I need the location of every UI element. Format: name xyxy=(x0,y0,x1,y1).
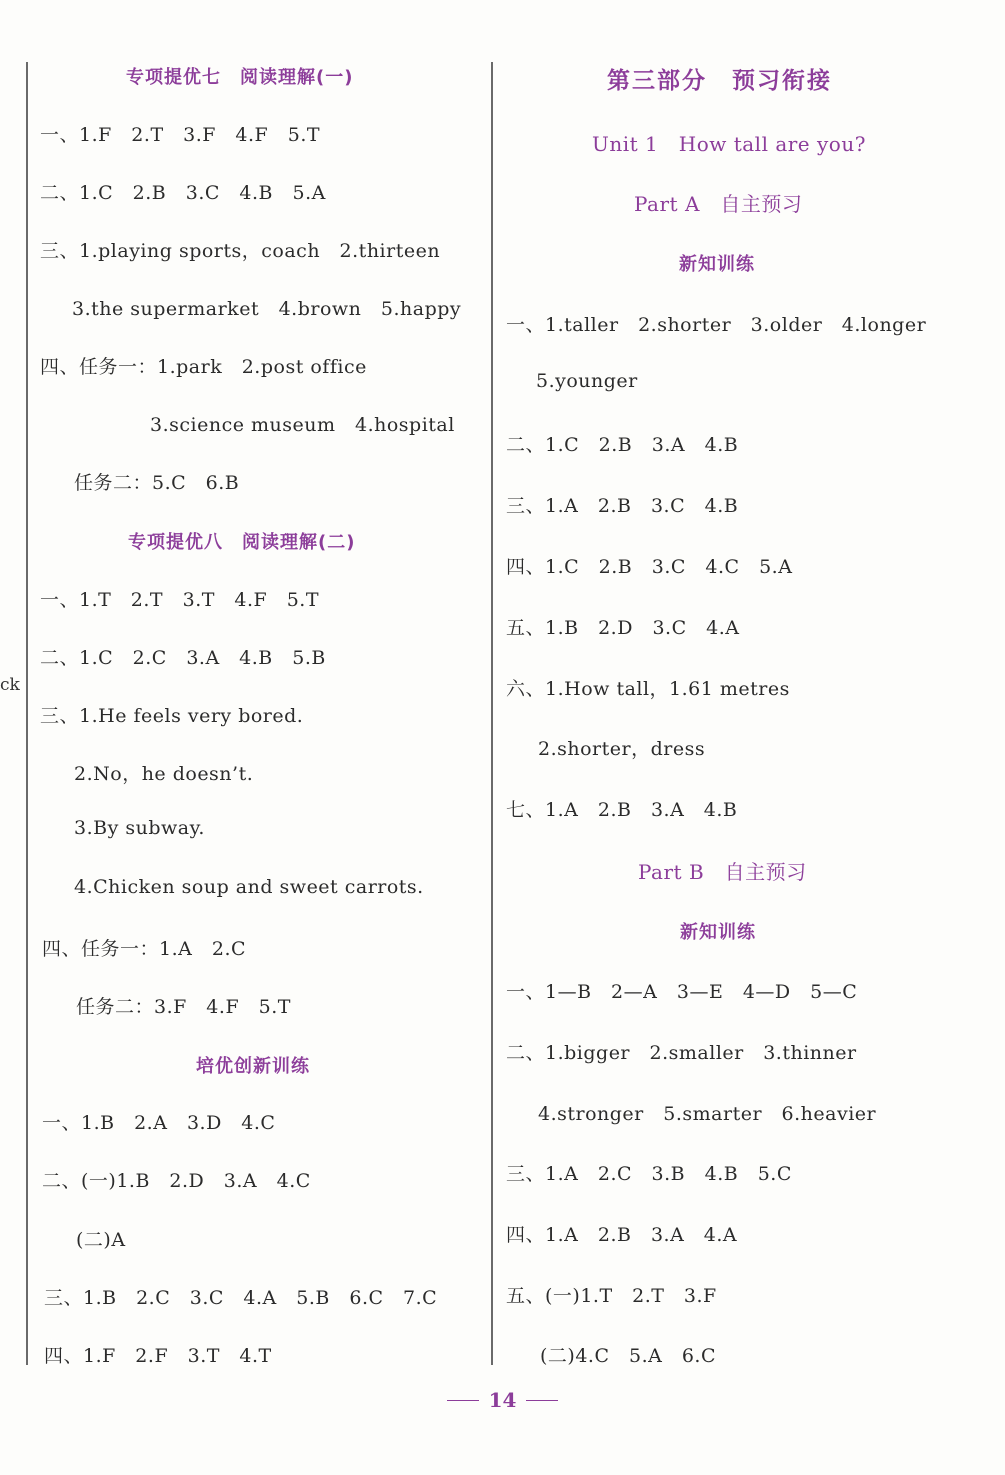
unit-title: Unit 1 How tall are you? xyxy=(592,132,866,156)
footer-dash-right xyxy=(526,1400,558,1401)
answer-line: 五、1.B 2.D 3.C 4.A xyxy=(506,617,740,639)
answer-line: 一、1.F 2.T 3.F 4.F 5.T xyxy=(40,124,321,146)
part-b-title: Part B 自主预习 xyxy=(638,860,807,884)
answer-line: 四、1.C 2.B 3.C 4.C 5.A xyxy=(506,556,793,578)
answer-line: 任务二：3.F 4.F 5.T xyxy=(76,996,291,1018)
part-title: 第三部分 预习衔接 xyxy=(607,68,832,94)
answer-line: 二、(一)1.B 2.D 3.A 4.C xyxy=(42,1170,311,1192)
answer-line: 三、1.B 2.C 3.C 4.A 5.B 6.C 7.C xyxy=(44,1287,438,1309)
answer-line: 二、1.C 2.C 3.A 4.B 5.B xyxy=(40,647,326,669)
part-a-subheading: 新知训练 xyxy=(679,254,755,275)
page-number: 14 xyxy=(488,1388,517,1412)
answer-line: 三、1.He feels very bored. xyxy=(40,705,304,727)
answer-line: 四、任务一：1.park 2.post office xyxy=(40,356,367,378)
answer-line: 六、1.How tall，1.61 metres xyxy=(506,678,790,700)
answer-line: 一、1.taller 2.shorter 3.older 4.longer xyxy=(506,314,927,336)
answer-line: 一、1—B 2—A 3—E 4—D 5—C xyxy=(506,981,858,1003)
answer-line: 三、1.A 2.B 3.C 4.B xyxy=(506,495,739,517)
answer-line: 二、1.C 2.B 3.C 4.B 5.A xyxy=(40,182,326,204)
section-heading-innovation: 培优创新训练 xyxy=(196,1056,310,1077)
part-b-subheading: 新知训练 xyxy=(680,922,756,943)
answer-line: 2.shorter，dress xyxy=(538,738,706,760)
answer-line: 5.younger xyxy=(536,370,638,392)
answer-line: 五、(一)1.T 2.T 3.F xyxy=(506,1285,717,1307)
answer-line: 四、1.F 2.F 3.T 4.T xyxy=(44,1345,272,1367)
answer-line: 3.By subway. xyxy=(74,817,205,839)
footer-dash-left xyxy=(447,1400,479,1401)
answer-line: 三、1.playing sports，coach 2.thirteen xyxy=(40,240,441,262)
answer-line: 一、1.T 2.T 3.T 4.F 5.T xyxy=(40,589,320,611)
answer-line: 三、1.A 2.C 3.B 4.B 5.C xyxy=(506,1163,792,1185)
answer-line: 2.No，he doesn’t. xyxy=(74,763,254,785)
answer-line: 4.Chicken soup and sweet carrots. xyxy=(74,876,424,898)
answer-line: 4.stronger 5.smarter 6.heavier xyxy=(538,1103,877,1125)
answer-line: 一、1.B 2.A 3.D 4.C xyxy=(42,1112,276,1134)
column-divider-rule xyxy=(491,62,493,1365)
part-a-title: Part A 自主预习 xyxy=(634,192,803,216)
section-heading-reading-1: 专项提优七 阅读理解(一) xyxy=(126,67,354,88)
answer-line: 二、1.bigger 2.smaller 3.thinner xyxy=(506,1042,857,1064)
answer-line: (二)A xyxy=(76,1229,126,1251)
answer-line: 四、1.A 2.B 3.A 4.A xyxy=(506,1224,738,1246)
page-footer xyxy=(0,1388,1005,1412)
answer-line: (二)4.C 5.A 6.C xyxy=(540,1345,717,1367)
answer-line: 任务二：5.C 6.B xyxy=(74,472,240,494)
answer-line: 七、1.A 2.B 3.A 4.B xyxy=(506,799,738,821)
answer-line: 二、1.C 2.B 3.A 4.B xyxy=(506,434,739,456)
edge-text-fragment: ck xyxy=(0,675,20,695)
left-column-rule xyxy=(26,62,28,1365)
answer-line: 3.the supermarket 4.brown 5.happy xyxy=(72,298,462,320)
answer-line: 3.science museum 4.hospital xyxy=(150,414,455,436)
section-heading-reading-2: 专项提优八 阅读理解(二) xyxy=(128,532,356,553)
answer-line: 四、任务一：1.A 2.C xyxy=(42,938,247,960)
